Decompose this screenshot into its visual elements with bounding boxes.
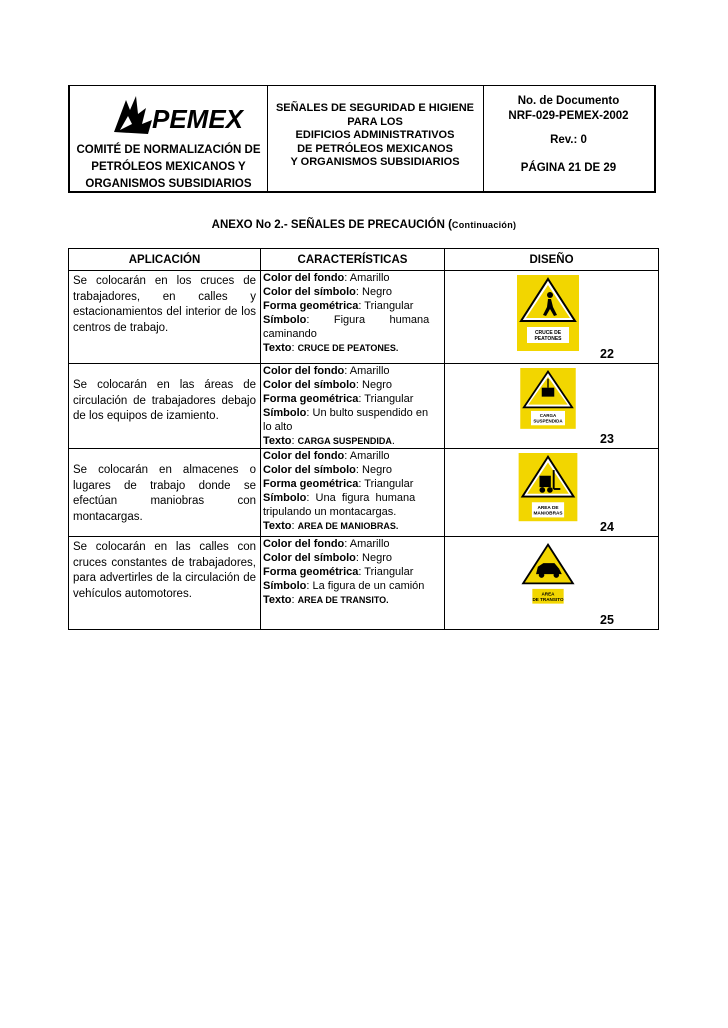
aplicacion-cell: Se colocarán en los cruces de trabajadores, en calles y estacionamientos del interior de los centros de trabajo. (69, 271, 261, 364)
pedestrian-icon (517, 275, 579, 351)
caracteristicas-cell: Color del fondo: Amarillo Color del símbolo: Negro Forma geométrica: Triangular Símbolo: Figura humana caminando Texto: CRUCE DE PEATONES. (261, 271, 445, 364)
annex-continuation: Continuación) (451, 220, 517, 230)
committee-name (70, 142, 267, 193)
document-title (267, 102, 483, 170)
header-aplicacion: APLICACIÓN (69, 249, 261, 271)
header-caracteristicas: CARACTERÍSTICAS (261, 249, 445, 271)
diseno-cell (445, 364, 659, 449)
forklift-icon (517, 453, 579, 525)
svg-text:DE TRANSITO: DE TRANSITO (532, 596, 564, 602)
header-logo-cell (70, 86, 268, 191)
svg-text:AREA DE: AREA DE (537, 505, 559, 511)
sign-number: 23 (600, 432, 614, 446)
doc-label: No. de Documento (517, 95, 620, 107)
committee-line: COMITÉ DE NORMALIZACIÓN DE (76, 144, 261, 156)
aplicacion-cell: Se colocarán en las calles con cruces constantes de trabajadores, para advertirles de la circulación de vehículos automotores. (69, 537, 261, 630)
diseno-cell (445, 537, 659, 630)
title-line: PARA LOS (347, 115, 403, 128)
svg-text:PEATONES: PEATONES (534, 336, 562, 342)
title-line: SEÑALES DE SEGURIDAD E HIGIENE (275, 102, 475, 114)
document-header (68, 85, 656, 193)
svg-text:MANIOBRAS: MANIOBRAS (533, 511, 563, 517)
suspended-load-icon (517, 368, 579, 436)
table-row (69, 537, 659, 630)
header-diseno: DISEÑO (445, 249, 659, 271)
header-doc-cell (483, 86, 654, 191)
sign-number: 24 (600, 520, 614, 534)
title-line: EDIFICIOS ADMINISTRATIVOS (295, 129, 455, 141)
table-row (69, 449, 659, 537)
table-row (69, 271, 659, 364)
revision: Rev.: 0 (550, 134, 587, 146)
committee-line: PETRÓLEOS MEXICANOS Y (91, 161, 246, 173)
svg-text:CARGA: CARGA (539, 413, 557, 419)
document-number-block (483, 94, 654, 124)
table-row (69, 364, 659, 449)
doc-number: NRF-029-PEMEX-2002 (508, 110, 629, 122)
svg-text:PEMEX: PEMEX (152, 104, 244, 134)
caracteristicas-cell: Color del fondo: Amarillo Color del símbolo: Negro Forma geométrica: Triangular Símbolo: Una figura humana tripulando un montacargas. Texto: AREA DE MANIOBRAS. (261, 449, 445, 537)
title-line: DE PETRÓLEOS MEXICANOS (297, 142, 453, 155)
svg-text:AREA: AREA (541, 591, 555, 597)
page-number: PÁGINA 21 DE 29 (520, 162, 617, 174)
car-icon (517, 541, 579, 611)
signs-table (68, 248, 659, 630)
diseno-cell (445, 449, 659, 537)
svg-text:SUSPENDIDA: SUSPENDIDA (533, 418, 563, 424)
svg-text:CRUCE DE: CRUCE DE (534, 330, 562, 336)
pemex-logo (112, 94, 244, 138)
table-header-row (69, 249, 659, 271)
aplicacion-cell: Se colocarán en las áreas de circulación de trabajadores debajo de los equipos de izamiento. (69, 364, 261, 449)
annex-title-text: ANEXO No 2.- SEÑALES DE PRECAUCIÓN ( (211, 219, 452, 231)
caracteristicas-cell: Color del fondo: Amarillo Color del símbolo: Negro Forma geométrica: Triangular Símbolo: Un bulto suspendido en lo alto Texto: CARGA SUSPENDIDA. (261, 364, 445, 449)
caracteristicas-cell: Color del fondo: Amarillo Color del símbolo: Negro Forma geométrica: Triangular Símbolo: La figura de un camión Texto: AREA DE TRANSITO. (261, 537, 445, 630)
diseno-cell (445, 271, 659, 364)
sign-number: 22 (600, 347, 614, 361)
committee-line: ORGANISMOS SUBSIDIARIOS (85, 178, 252, 190)
aplicacion-cell: Se colocarán en almacenes o lugares de trabajo donde se efectúan maniobras con montacargas. (69, 449, 261, 537)
header-title-cell (267, 86, 484, 191)
title-line: Y ORGANISMOS SUBSIDIARIOS (290, 156, 460, 168)
sign-number: 25 (600, 613, 614, 627)
annex-title (0, 219, 728, 231)
